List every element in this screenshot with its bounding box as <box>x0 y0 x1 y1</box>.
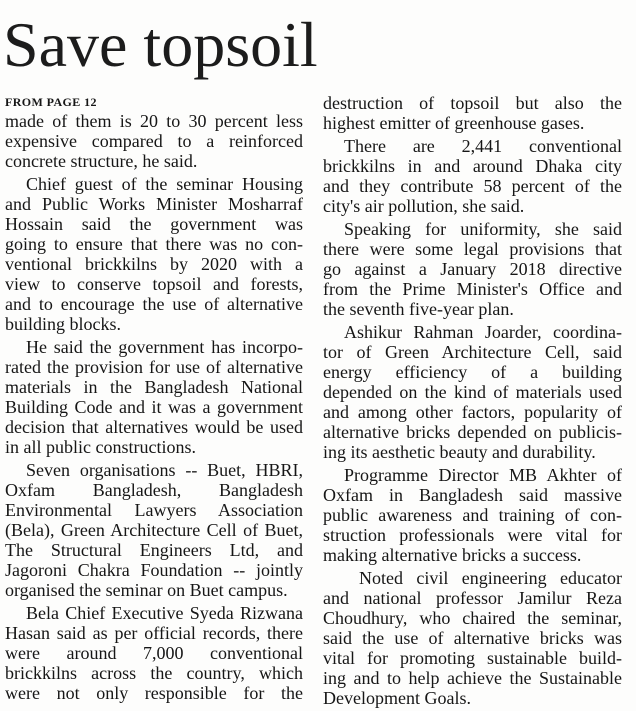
text-line: in all public constructions. <box>5 437 196 457</box>
text-line: Development Goals. <box>323 688 471 708</box>
text-line: and they contribute 58 percent of the <box>323 176 622 196</box>
text-line: Speaking for uniformity, she said <box>344 219 622 239</box>
text-line: organised the seminar on Buet campus. <box>5 580 288 600</box>
jump-line: FROM PAGE 12 <box>5 95 97 109</box>
text-line: concrete structure, he said. <box>5 151 198 171</box>
text-line: Programme Director MB Akhter of <box>344 465 622 485</box>
text-line: public awareness and training of con- <box>323 505 622 525</box>
text-line: city's air pollution, she said. <box>323 196 525 216</box>
text-line: (Bela), Green Architecture Cell of Buet, <box>5 520 303 540</box>
text-line: Building Code and it was a government <box>5 397 303 417</box>
text-line: and Public Works Minister Mosharraf <box>5 194 303 214</box>
text-line: Oxfam in Bangladesh said massive <box>323 485 622 505</box>
article-paragraph <box>323 322 622 462</box>
article-paragraph <box>5 111 303 171</box>
text-line: said the use of alternative bricks was <box>323 628 622 648</box>
text-line: alternative bricks depended on publicis- <box>323 422 622 442</box>
text-line: energy efficiency of a building <box>323 362 622 382</box>
text-line: ing its aesthetic beauty and durability. <box>323 442 596 462</box>
text-line: Bela Chief Executive Syeda Rizwana <box>26 603 303 623</box>
text-line: decision that alternatives would be used <box>5 417 303 437</box>
text-line: materials in the Bangladesh National <box>5 377 303 397</box>
article-paragraph <box>323 93 622 133</box>
text-line: brickkilns in and around Dhaka city <box>323 156 622 176</box>
text-line: from the Prime Minister's Office and <box>323 279 622 299</box>
article-paragraph <box>5 174 303 334</box>
text-line: Environmental Lawyers Association <box>5 500 303 520</box>
text-line: Noted civil engineering educator <box>359 568 622 588</box>
article-paragraph <box>323 219 622 319</box>
text-line: Seven organisations -- Buet, HBRI, <box>26 460 303 480</box>
text-line: were around 7,000 conventional <box>5 643 303 663</box>
article-column-left <box>5 111 303 706</box>
article-paragraph <box>5 603 303 703</box>
text-line: expensive compared to a reinforced <box>5 131 303 151</box>
text-line: Hossain said the government was <box>5 214 303 234</box>
text-line: He said the government has incorpo- <box>26 337 303 357</box>
text-line: Hasan said as per official records, there <box>5 623 303 643</box>
text-line: brickkilns across the country, which <box>5 663 303 683</box>
text-line: ventional brickkilns by 2020 with a <box>5 254 303 274</box>
text-line: the seventh five-year plan. <box>323 299 514 319</box>
text-line: tor of Green Architecture Cell, said <box>323 342 622 362</box>
text-line: Ashikur Rahman Joarder, coordina- <box>344 322 622 342</box>
text-line: Jagoroni Chakra Foundation -- jointly <box>5 560 303 580</box>
article-column-right <box>323 93 622 711</box>
text-line: and to encourage the use of alternative <box>5 294 303 314</box>
headline: Save topsoil <box>3 9 318 80</box>
text-line: building blocks. <box>5 314 121 334</box>
text-line: view to conserve topsoil and forests, <box>5 274 303 294</box>
text-line: and national professor Jamilur Reza <box>323 588 622 608</box>
text-line: made of them is 20 to 30 percent less <box>5 111 303 131</box>
article-paragraph <box>323 465 622 565</box>
text-line: There are 2,441 conventional <box>344 136 622 156</box>
article-paragraph <box>323 568 622 708</box>
text-line: highest emitter of greenhouse gases. <box>323 113 585 133</box>
text-line: go against a January 2018 directive <box>323 259 622 279</box>
text-line: vital for promoting sustainable build- <box>323 648 622 668</box>
text-line: struction professionals were vital for <box>323 525 622 545</box>
article-paragraph <box>323 136 622 216</box>
text-line: Chief guest of the seminar Housing <box>26 174 303 194</box>
text-line: and among other factors, popularity of <box>323 402 622 422</box>
text-line: there were some legal provisions that <box>323 239 622 259</box>
text-line: Oxfam Bangladesh, Bangladesh <box>5 480 303 500</box>
text-line: Choudhury, who chaired the seminar, <box>323 608 622 628</box>
text-line: rated the provision for use of alternative <box>5 357 303 377</box>
text-line: going to ensure that there was no con- <box>5 234 303 254</box>
text-line: destruction of topsoil but also the <box>323 93 622 113</box>
article-paragraph <box>5 337 303 457</box>
text-line: were not only responsible for the <box>5 683 303 703</box>
text-line: depended on the kind of materials used <box>323 382 622 402</box>
article-paragraph <box>5 460 303 600</box>
text-line: ing and to help achieve the Sustainable <box>323 668 622 688</box>
text-line: The Structural Engineers Ltd, and <box>5 540 303 560</box>
text-line: making alternative bricks a success. <box>323 545 582 565</box>
